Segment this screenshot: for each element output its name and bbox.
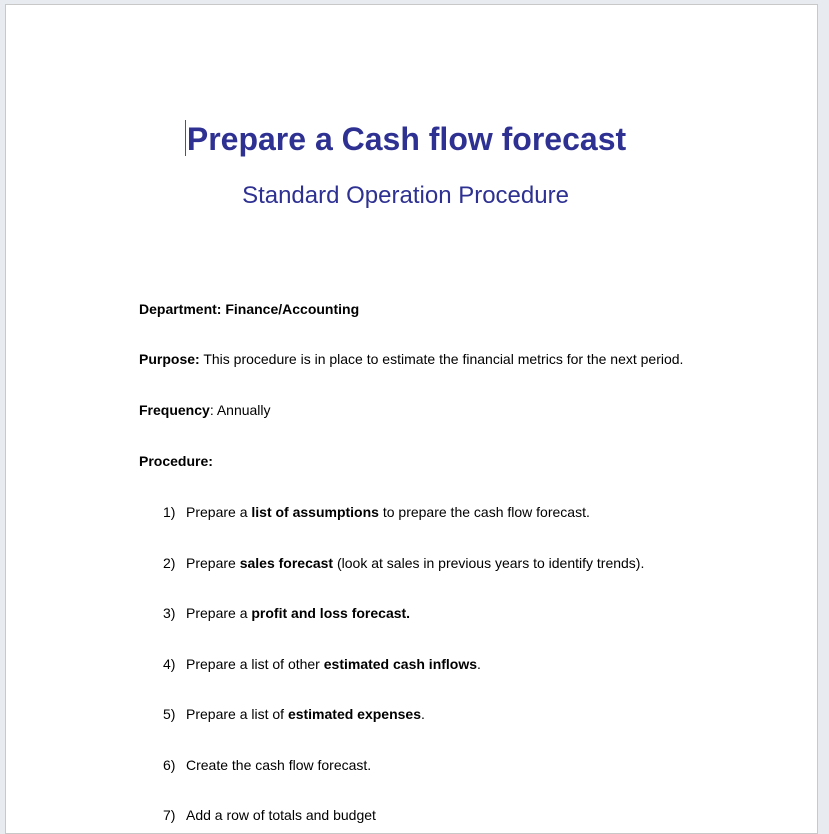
title-text: Prepare a Cash flow forecast [186,121,627,157]
step-text-end: (look at sales in previous years to identify trends). [333,554,645,571]
step-bold-text: estimated cash inflows [323,655,478,672]
procedure-heading [139,452,213,470]
step-text: Create the cash flow forecast. [186,756,372,773]
step-text: Prepare a list of other [186,655,324,672]
frequency-text: : Annually [209,402,271,418]
procedure-step [163,806,376,824]
step-text-end: . [421,706,425,722]
procedure-step [163,503,590,521]
step-number: 2) [163,554,176,571]
step-text: Prepare a [186,605,252,621]
frequency-line [139,401,271,419]
step-text-end: . [477,655,481,672]
step-text: Prepare a [186,504,252,520]
step-text: Prepare [186,554,240,571]
purpose-text: This procedure is in place to estimate the financial metrics for the next period. [199,351,684,367]
step-text: Prepare a list of [186,706,288,722]
step-number: 3) [163,605,176,621]
procedure-step [163,604,410,622]
step-bold-text: profit and loss forecast. [251,605,411,621]
step-number: 7) [163,807,176,823]
procedure-step [163,756,371,774]
document-title[interactable] [6,119,805,159]
text-cursor [185,120,186,156]
step-number: 4) [163,655,176,672]
procedure-label: Procedure: [139,453,213,469]
procedure-step [163,705,425,723]
department-line [139,300,359,318]
step-number: 6) [163,756,176,773]
step-number: 5) [163,706,176,722]
procedure-step [163,554,644,572]
step-bold-text: sales forecast [239,554,334,571]
frequency-label: Frequency [139,402,210,418]
step-text-end: to prepare the cash flow forecast. [378,504,590,520]
document-subtitle: Standard Operation Procedure [242,182,569,209]
department-label: Department: Finance/Accounting [139,301,360,317]
step-number: 1) [163,504,176,520]
step-text: Add a row of totals and budget [186,807,376,823]
procedure-step [163,655,481,673]
step-bold-text: list of assumptions [251,504,379,520]
purpose-line [139,350,683,368]
step-bold-text: estimated expenses [287,706,422,722]
document-page[interactable] [5,4,818,834]
purpose-label: Purpose: [139,351,200,367]
